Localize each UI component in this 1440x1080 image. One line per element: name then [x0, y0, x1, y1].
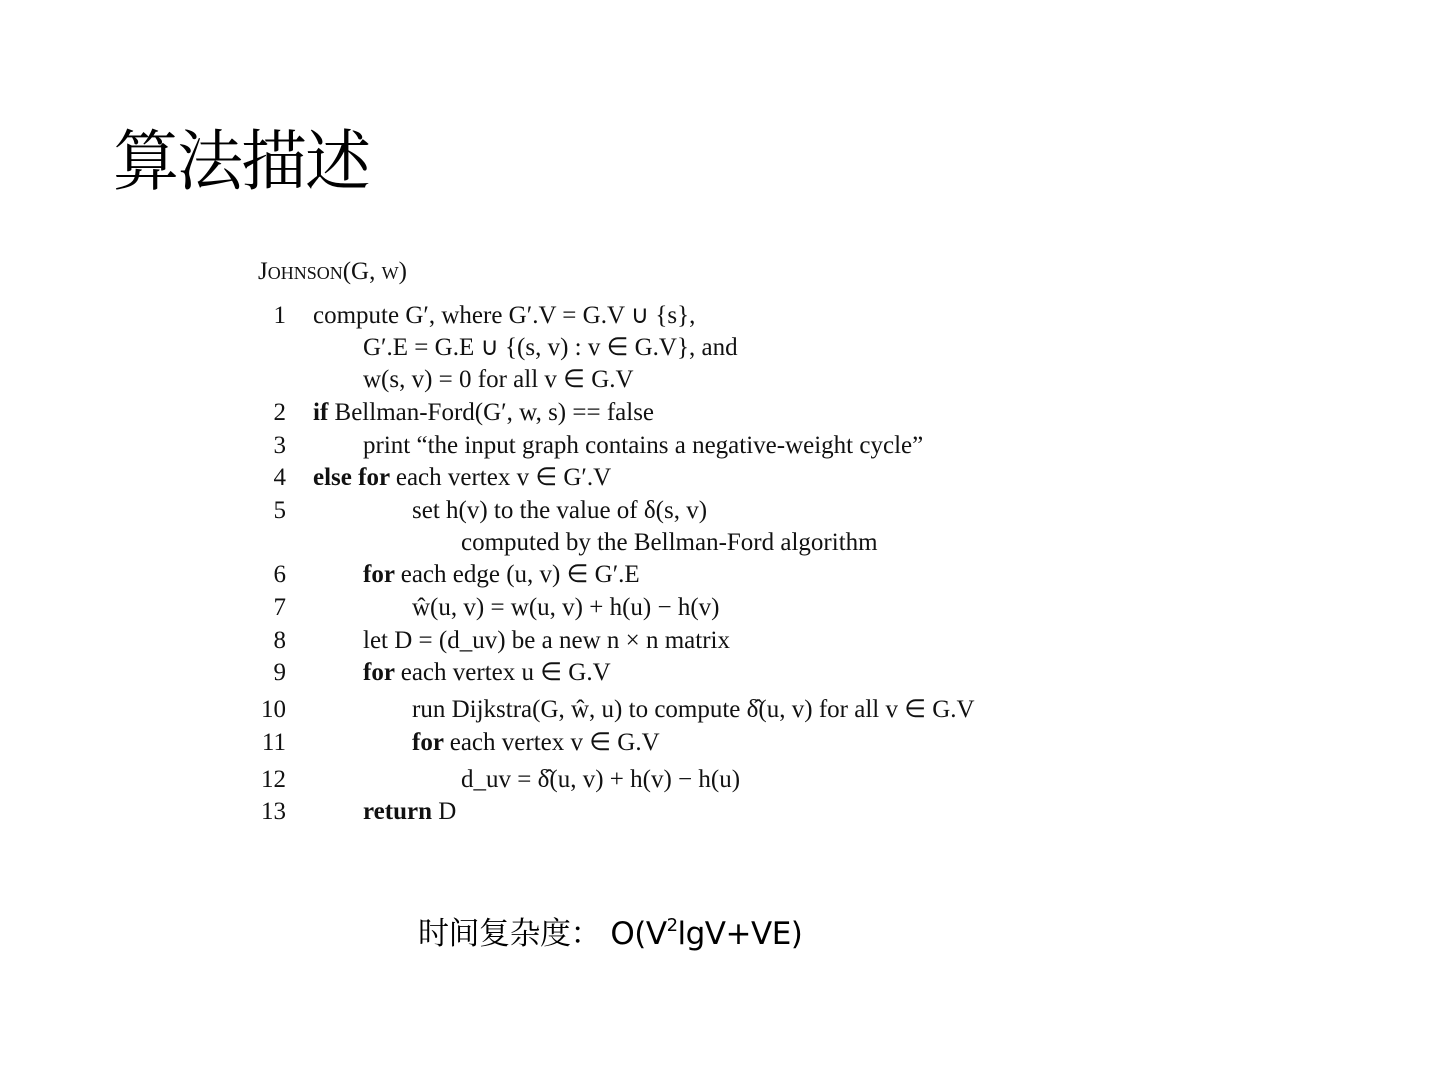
code-text: computed by the Bellman-Ford algorithm [461, 529, 878, 556]
code-text: d_uv = δ̂(u, v) + h(v) − h(u) [461, 766, 741, 793]
code-text: each vertex v ∈ G.V [449, 729, 660, 756]
formula-prefix: O(V [610, 916, 667, 952]
code-text: set h(v) to the value of δ(s, v) [412, 497, 708, 524]
line-code [313, 397, 654, 429]
line-code [363, 430, 923, 462]
keyword: else for [313, 464, 396, 491]
line-number: 13 [261, 798, 286, 825]
code-text: let D = (d_uv) be a new n × n matrix [363, 627, 730, 654]
line-code [313, 462, 611, 494]
line-code [412, 694, 975, 726]
line-number: 8 [273, 627, 286, 654]
code-text: run Dijkstra(G, ŵ, u) to compute δ̂(u, v) for all v ∈ G.V [412, 696, 975, 723]
line-number: 12 [261, 766, 286, 793]
keyword: if [313, 399, 335, 426]
line-number: 11 [261, 729, 286, 756]
line-number: 6 [273, 561, 286, 588]
algorithm-header [258, 258, 407, 286]
code-text: w(s, v) = 0 for all v ∈ G.V [363, 366, 634, 393]
line-code [363, 796, 456, 828]
line-number: 2 [273, 399, 286, 426]
keyword: return [363, 798, 439, 825]
line-code [363, 625, 730, 657]
line-code [461, 527, 878, 559]
code-text: each edge (u, v) ∈ G′.E [400, 561, 640, 588]
complexity-formula [610, 916, 802, 952]
code-text: each vertex v ∈ G′.V [395, 464, 612, 491]
line-code [363, 332, 738, 364]
code-text: D [438, 798, 457, 825]
keyword: for [412, 729, 450, 756]
line-code [313, 300, 695, 332]
formula-exponent: 2 [666, 915, 678, 936]
line-number: 7 [273, 594, 286, 621]
time-complexity [418, 912, 802, 956]
line-number: 9 [273, 659, 286, 686]
line-code [412, 727, 660, 759]
line-number: 1 [273, 302, 286, 329]
code-text: ŵ(u, v) = w(u, v) + h(u) − h(v) [412, 594, 720, 621]
line-code [363, 657, 611, 689]
code-text: each vertex u ∈ G.V [400, 659, 611, 686]
code-text: Bellman-Ford(G′, w, s) == false [334, 399, 655, 426]
pseudocode-block [258, 0, 1138, 860]
line-code [412, 592, 720, 624]
code-text: print “the input graph contains a negative-weight cycle” [363, 432, 924, 459]
code-text: compute G′, where G′.V = G.V ∪ {s}, [313, 302, 696, 329]
code-text: G′.E = G.E ∪ {(s, v) : v ∈ G.V}, and [363, 334, 738, 361]
algorithm-signature: Johnson(G, w) [258, 258, 407, 285]
line-number: 3 [273, 432, 286, 459]
formula-suffix: lgV+VE) [677, 916, 803, 952]
line-number: 10 [261, 696, 286, 723]
line-code [461, 764, 740, 796]
keyword: for [363, 659, 401, 686]
line-code [363, 364, 634, 396]
line-code [363, 559, 640, 591]
complexity-label: 时间复杂度： [418, 916, 601, 952]
slide-title: 算法描述 [113, 123, 369, 200]
line-number: 5 [273, 497, 286, 524]
keyword: for [363, 561, 401, 588]
line-number: 4 [273, 464, 286, 491]
line-code [412, 495, 707, 527]
